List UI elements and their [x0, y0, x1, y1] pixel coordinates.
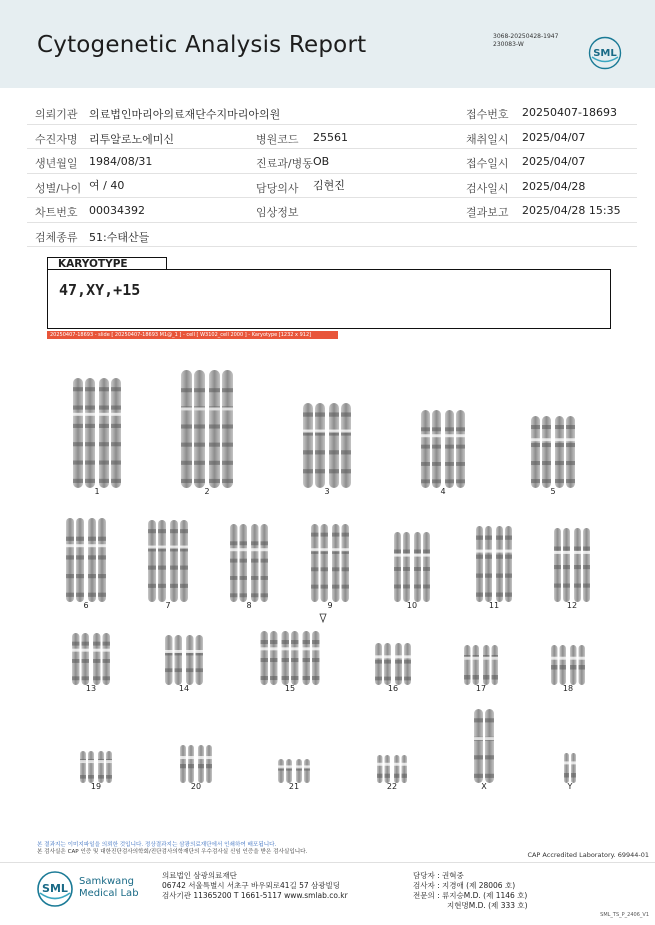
karyotype-result: 47,XY,+15: [59, 281, 141, 299]
staff-line2: 검사자 : 지경애 (제 28006 호): [413, 881, 516, 890]
staff-list: [413, 871, 528, 911]
chromosome-19: [97, 751, 113, 783]
received-value: 2025/04/07: [522, 155, 586, 168]
organization-name-line2: Medical Lab: [79, 888, 139, 899]
chromosome-22: [393, 755, 408, 783]
organization-name-line1: Samkwang: [79, 876, 134, 887]
form-code: SML_TS_P_2406_V1: [600, 912, 649, 918]
chromosome-10: [413, 532, 431, 602]
chromosome-label-2: 2: [204, 487, 210, 496]
organization-name: [79, 876, 139, 900]
chromosome-18: [550, 645, 567, 685]
cap-accreditation: CAP Accredited Laboratory. 69944-01: [527, 851, 649, 859]
report-title: Cytogenetic Analysis Report: [37, 32, 367, 58]
chromosome-6: [87, 518, 107, 602]
chromosome-22: [376, 755, 391, 783]
chromosome-label-13: 13: [85, 684, 97, 693]
chromosome-14: [185, 635, 204, 685]
chromosome-label-1: 1: [94, 487, 100, 496]
chromosome-8: [229, 524, 248, 602]
chromosome-label-10: 10: [406, 601, 418, 610]
collected-value: 2025/04/07: [522, 130, 586, 144]
chromosome-14: [164, 635, 183, 685]
chromosome-13: [71, 633, 90, 685]
chromosome-label-7: 7: [165, 601, 171, 610]
chromosome-17: [482, 645, 499, 685]
footer-note-accreditation: 본 검사실은 CAP 인증 및 대한진단검사의학회/진단검사의학재단의 우수검사실 신임 인증을 받은 검사실입니다.: [37, 849, 308, 855]
doctor-label: 담당의사: [256, 181, 299, 195]
info-row: [27, 198, 637, 223]
hospital-code-value: 25561: [313, 130, 348, 144]
received-label: 접수일시: [466, 157, 509, 170]
receipt-no-label: 접수번호: [466, 108, 509, 121]
report-header: [0, 0, 655, 88]
chromosome-13: [92, 633, 111, 685]
sex-age-label: 성별/나이: [35, 181, 82, 195]
chromosome-label-y: Y: [567, 782, 573, 791]
chromosome-x: [473, 709, 495, 783]
samkwang-logo-text: SML: [42, 882, 68, 895]
chromosome-15: [281, 631, 300, 685]
chromosome-3: [328, 403, 352, 488]
chromosome-label-11: 11: [488, 601, 500, 610]
dept-value: OB: [313, 155, 330, 168]
chromosome-3: [302, 403, 326, 488]
hospital-code-label: 병원코드: [256, 132, 299, 146]
chromosome-label-15: 15: [284, 684, 296, 693]
chromosome-20: [197, 745, 213, 783]
collected-label: 채취일시: [466, 132, 509, 146]
chromosome-2: [180, 370, 206, 488]
info-row: [27, 223, 637, 248]
chromosome-6: [65, 518, 85, 602]
institution-value: 의료법인마리아의료재단수지마리아의원: [89, 108, 281, 121]
organization-address: [162, 871, 348, 901]
karyogram-image: [0, 340, 655, 805]
chromosome-7: [169, 520, 189, 602]
address-line2: 06742 서울특별시 서초구 바우뫼로41길 57 삼광빌딩: [162, 881, 341, 890]
footer-note-print: 본 결과지는 이미지파일을 의뢰한 것입니다. 정상결과지는 삼광의료재단에서 인쇄하여 배포됩니다.: [37, 842, 277, 848]
chromosome-20: [179, 745, 195, 783]
chromosome-12: [553, 528, 571, 602]
specimen-value: 51:수태산들: [89, 230, 150, 244]
chromosome-16: [374, 643, 392, 685]
chromosome-5: [530, 416, 552, 488]
chromosome-1: [72, 378, 96, 488]
patient-label: 수진자명: [35, 132, 78, 146]
chromosome-9: [331, 524, 350, 602]
address-line1: 의료법인 삼광의료재단: [162, 871, 237, 880]
slide-info-bar: 20250407-18693 - slide [ 20250407-18693 M1@_1 ] - cell [ W3102_cell 2000 ] - Karyotype [1232 x 912]: [47, 331, 338, 339]
chromosome-4: [420, 410, 442, 488]
staff-line4: 지현명M.D. (제 333 호): [447, 901, 528, 910]
document-id-line1: 3068-20250428-1947: [493, 33, 559, 40]
chromosome-10: [393, 532, 411, 602]
staff-line3: 전문의 : 류지승M.D. (제 1146 호): [413, 891, 528, 900]
staff-line1: 담당자 : 권혁중: [413, 871, 464, 880]
clinical-label: 임상정보: [256, 206, 299, 219]
trisomy-arrow-icon: [320, 614, 326, 622]
doctor-value: 김현진: [313, 178, 345, 192]
tested-value: 2025/04/28: [522, 179, 586, 193]
karyotype-result-box: [47, 269, 611, 329]
footer-notes: [37, 842, 307, 856]
info-row: [27, 149, 637, 174]
patient-value: 리투알로노에미신: [89, 132, 175, 146]
chart-no-value: 00034392: [89, 204, 145, 217]
chromosome-label-19: 19: [90, 782, 102, 791]
chart-no-label: 차트번호: [35, 206, 78, 219]
chromosome-2: [208, 370, 234, 488]
chromosome-11: [475, 526, 493, 602]
chromosome-y: [563, 753, 577, 783]
samkwang-logo-icon: [36, 870, 74, 908]
address-line3: 검사기관 11365200 T 1661-5117 www.smlab.co.kr: [162, 891, 348, 900]
chromosome-label-9: 9: [327, 601, 333, 610]
chromosome-19: [79, 751, 95, 783]
chromosome-4: [444, 410, 466, 488]
info-row: [27, 100, 637, 125]
footer-divider: [0, 862, 655, 863]
chromosome-5: [554, 416, 576, 488]
specimen-label: 검체종류: [35, 230, 78, 244]
info-row: [27, 174, 637, 199]
sex-age-value: 여 / 40: [89, 178, 125, 192]
patient-info-table: [27, 100, 637, 247]
chromosome-15: [260, 631, 279, 685]
chromosome-label-21: 21: [288, 782, 300, 791]
report-label: 결과보고: [466, 206, 509, 219]
document-id-line2: 230083-W: [493, 41, 524, 48]
document-id: [493, 33, 558, 49]
dob-label: 생년월일: [35, 157, 78, 170]
chromosome-label-x: X: [481, 782, 487, 791]
chromosome-7: [147, 520, 167, 602]
chromosome-label-14: 14: [178, 684, 190, 693]
chromosome-21: [277, 759, 293, 783]
chromosome-label-4: 4: [440, 487, 446, 496]
chromosome-16: [394, 643, 412, 685]
chromosome-11: [495, 526, 513, 602]
chromosome-label-8: 8: [246, 601, 252, 610]
chromosome-9: [310, 524, 329, 602]
chromosome-17: [463, 645, 480, 685]
dob-value: 1984/08/31: [89, 155, 153, 168]
chromosome-label-20: 20: [190, 782, 202, 791]
chromosome-8: [250, 524, 269, 602]
chromosome-label-6: 6: [83, 601, 89, 610]
chromosome-label-18: 18: [562, 684, 574, 693]
info-row: [27, 125, 637, 150]
institution-label: 의뢰기관: [35, 108, 78, 121]
sml-logo-icon: [588, 36, 622, 70]
chromosome-1: [98, 378, 122, 488]
tested-label: 검사일시: [466, 181, 509, 195]
karyotype-label: KARYOTYPE: [47, 257, 167, 269]
receipt-no-value: 20250407-18693: [522, 106, 617, 119]
chromosome-label-3: 3: [324, 487, 330, 496]
chromosome-12: [573, 528, 591, 602]
chromosome-label-12: 12: [566, 601, 578, 610]
chromosome-15: [302, 631, 321, 685]
chromosome-21: [295, 759, 311, 783]
chromosome-label-22: 22: [386, 782, 398, 791]
sml-logo-text: SML: [593, 48, 617, 59]
chromosome-18: [569, 645, 586, 685]
report-value: 2025/04/28 15:35: [522, 204, 621, 217]
chromosome-label-5: 5: [550, 487, 556, 496]
dept-label: 진료과/병동: [256, 157, 313, 170]
chromosome-label-16: 16: [387, 684, 399, 693]
chromosome-label-17: 17: [475, 684, 487, 693]
